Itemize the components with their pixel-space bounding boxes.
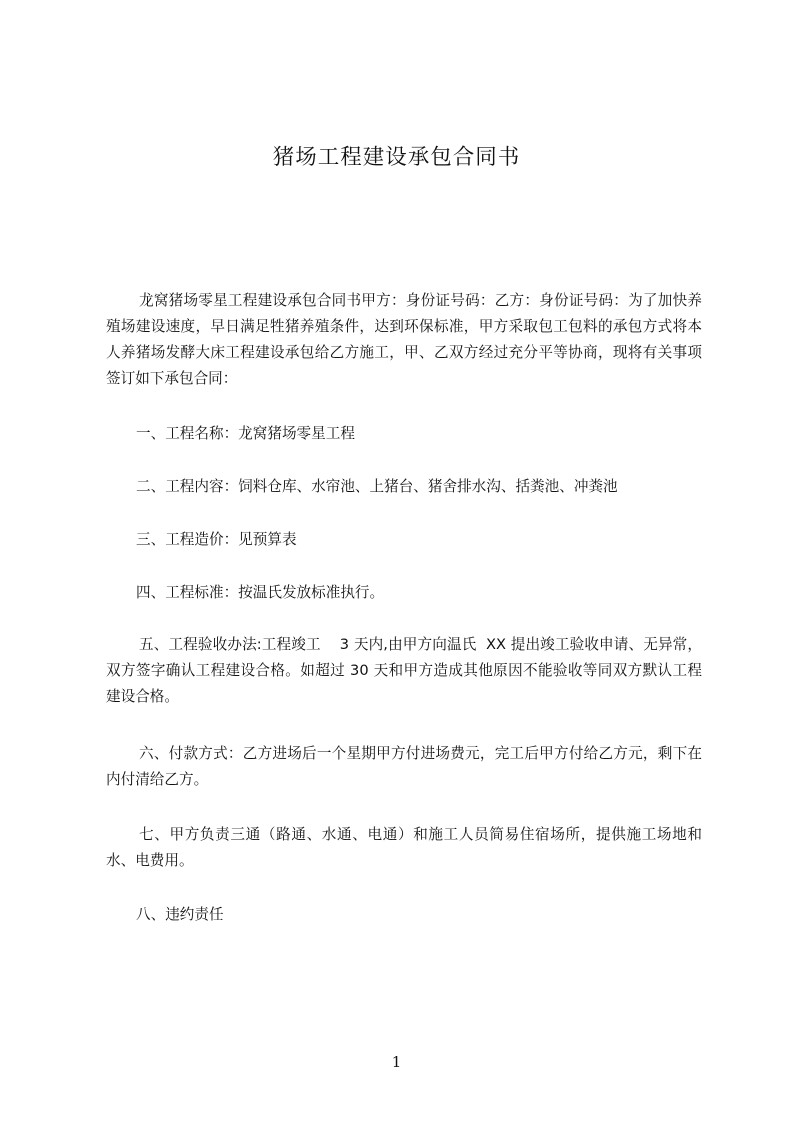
clause-8-liability-heading: 八、违约责任 [136, 906, 224, 923]
clause-1-project-name: 一、工程名称：龙窝猪场零星工程 [136, 425, 355, 442]
clause-7-party-a-responsibilities: 七、甲方负责三通（路通、水通、电通）和施工人员简易住宿场所，提供施工场地和水、电费用。 [106, 826, 702, 869]
clause-5-acceptance-method: 五、工程验收办法:工程竣工 3 天内,由甲方向温氏 XX 提出竣工验收申请、无异常，双方签字确认工程建设合格。如超过 30 天和甲方造成其他原因不能验收等同双方默认工程建设合格。 [106, 636, 702, 705]
clause-2-project-content: 二、工程内容：饲料仓库、水帘池、上猪台、猪舍排水沟、括粪池、冲粪池 [136, 478, 618, 495]
intro-paragraph: 龙窝猪场零星工程建设承包合同书甲方：身份证号码：乙方：身份证号码：为了加快养殖场建设速度，早日满足牲猪养殖条件，达到环保标准，甲方采取包工包料的承包方式将本人养猪场发酵大床工程建设承包给乙方施工，甲、乙双方经过充分平等协商，现将有关事项签订如下承包合同： [106, 292, 702, 387]
clause-6-payment-method: 六、付款方式：乙方进场后一个星期甲方付进场费元，完工后甲方付给乙方元，剩下在内付清给乙方。 [106, 745, 702, 788]
document-title: 猪场工程建设承包合同书 [272, 145, 521, 170]
page-number: 1 [391, 1053, 402, 1071]
clause-3-project-cost: 三、工程造价：见预算表 [136, 531, 297, 548]
clause-4-project-standard: 四、工程标准：按温氏发放标准执行。 [136, 584, 385, 601]
